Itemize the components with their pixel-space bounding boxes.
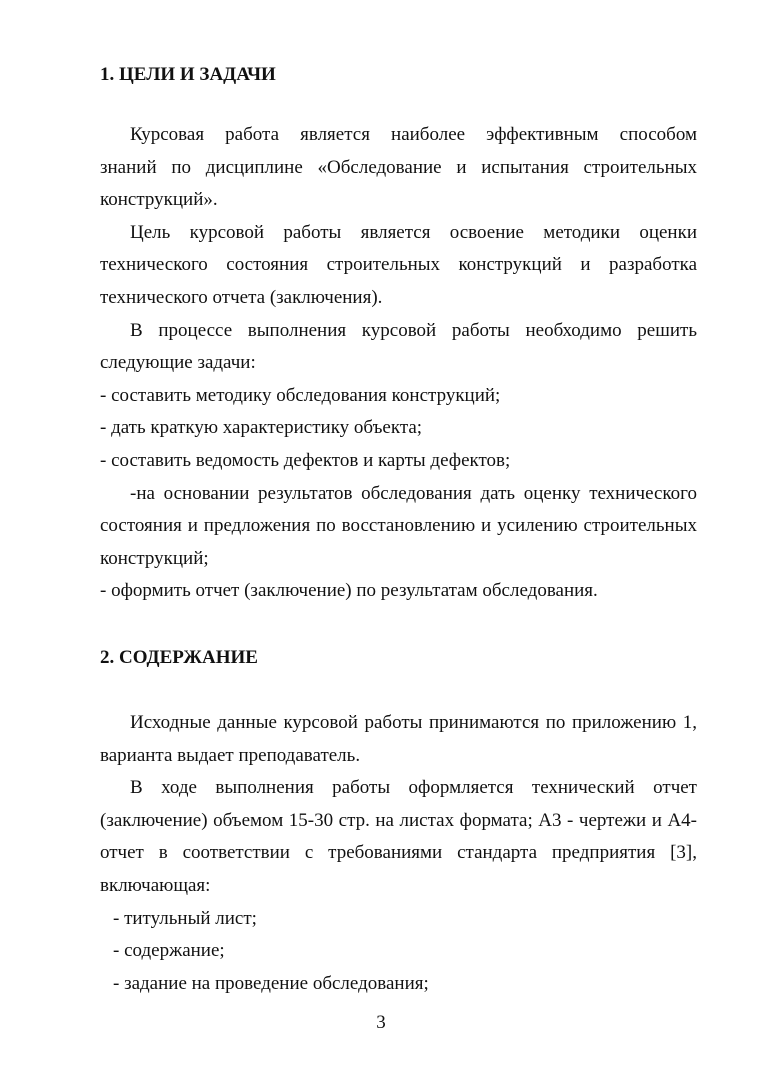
text-line: отчет в соответствии с требованиями стандарта предприятия [3],: [100, 842, 697, 864]
text-line: технического состояния строительных конструкций и разработка: [100, 254, 697, 276]
text-line: варианта выдает преподаватель.: [100, 744, 361, 766]
text-line: (заключение) объемом 15-30 стр. на листах формата; А3 - чертежи и А4-: [100, 809, 697, 831]
text-line: технического отчета (заключения).: [100, 286, 383, 308]
text-line: - составить ведомость дефектов и карты дефектов;: [100, 449, 511, 471]
text-line: - составить методику обследования конструкций;: [100, 384, 501, 406]
text-line: включающая:: [100, 874, 211, 896]
section-1-heading: 1. ЦЕЛИ И ЗАДАЧИ: [100, 64, 276, 85]
text-line: - задание на проведение обследования;: [113, 972, 429, 994]
text-line: следующие задачи:: [100, 352, 256, 374]
section-2-heading: 2. СОДЕРЖАНИЕ: [100, 647, 258, 668]
section-2-body: [100, 707, 697, 1000]
page-number: 3: [376, 1012, 386, 1033]
text-line: -на основании результатов обследования дать оценку технического: [130, 482, 697, 504]
text-line: - дать краткую характеристику объекта;: [100, 417, 423, 439]
text-line: Курсовая работа является наиболее эффективным способом: [130, 124, 697, 145]
text-line: Цель курсовой работы является освоение методики оценки: [130, 221, 697, 243]
text-line: В ходе выполнения работы оформляется технический отчет: [130, 777, 697, 799]
text-line: - титульный лист;: [113, 907, 257, 929]
text-line: Исходные данные курсовой работы принимаются по приложению 1,: [130, 712, 697, 733]
text-line: знаний по дисциплине «Обследование и испытания строительных: [100, 156, 697, 178]
text-line: конструкций;: [100, 547, 209, 569]
text-line: - содержание;: [113, 940, 225, 962]
text-line: В процессе выполнения курсовой работы необходимо решить: [130, 319, 697, 341]
text-line: - оформить отчет (заключение) по результатам обследования.: [100, 580, 598, 602]
section-1-body: [100, 119, 697, 608]
text-line: конструкций».: [100, 189, 218, 211]
text-line: состояния и предложения по восстановлению и усилению строительных: [100, 515, 697, 537]
